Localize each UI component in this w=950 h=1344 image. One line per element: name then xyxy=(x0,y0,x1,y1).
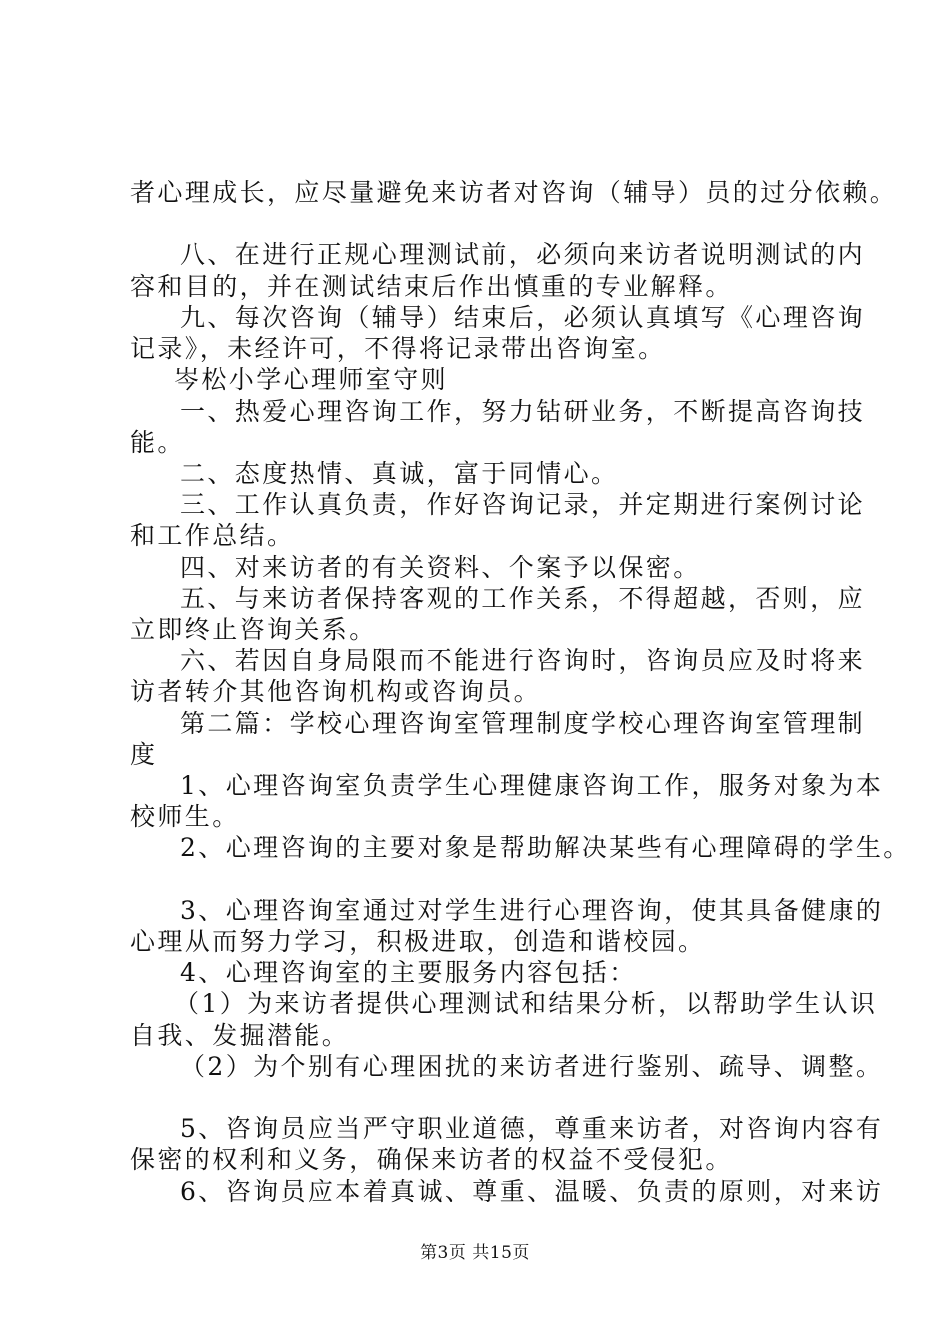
text-line: 能。 xyxy=(130,428,185,457)
text-line: （1）为来访者提供心理测试和结果分析，以帮助学生认识 xyxy=(174,989,878,1018)
text-line: 三、工作认真负责，作好咨询记录，并定期进行案例讨论 xyxy=(180,490,866,519)
section-heading: 岑松小学心理师室守则 xyxy=(174,365,449,394)
text-line: 四、对来访者的有关资料、个案予以保密。 xyxy=(180,553,701,582)
text-line: 3、心理咨询室通过对学生进行心理咨询，使其具备健康的 xyxy=(180,896,884,925)
text-line: （2）为个别有心理困扰的来访者进行鉴别、疏导、调整。 xyxy=(180,1052,884,1081)
text-line: 和工作总结。 xyxy=(130,521,295,550)
text-line: 一、热爱心理咨询工作，努力钻研业务，不断提高咨询技 xyxy=(180,397,866,426)
page-number-footer: 第3页 共15页 xyxy=(420,1243,530,1263)
text-line: 记录》，未经许可，不得将记录带出咨询室。 xyxy=(130,334,666,363)
text-line: 二、态度热情、真诚，富于同情心。 xyxy=(180,459,619,488)
text-line: 容和目的，并在测试结束后作出慎重的专业解释。 xyxy=(130,272,733,301)
text-line: 者心理成长，应尽量避免来访者对咨询（辅导）员的过分依赖。 xyxy=(130,178,898,207)
text-line: 校师生。 xyxy=(130,802,240,831)
text-line: 2、心理咨询的主要对象是帮助解决某些有心理障碍的学生。 xyxy=(180,833,911,862)
text-line: 4、心理咨询室的主要服务内容包括： xyxy=(180,958,637,987)
text-line: 度 xyxy=(130,740,158,769)
text-line: 保密的权利和义务，确保来访者的权益不受侵犯。 xyxy=(130,1145,733,1174)
text-line: 六、若因自身局限而不能进行咨询时，咨询员应及时将来 xyxy=(180,646,866,675)
text-line: 五、与来访者保持客观的工作关系，不得超越，否则，应 xyxy=(180,584,866,613)
text-line: 八、在进行正规心理测试前，必须向来访者说明测试的内 xyxy=(180,240,866,269)
text-line: 九、每次咨询（辅导）结束后，必须认真填写《心理咨询 xyxy=(180,303,866,332)
chapter-heading: 第二篇：学校心理咨询室管理制度学校心理咨询室管理制 xyxy=(180,709,866,738)
text-line: 立即终止咨询关系。 xyxy=(130,615,377,644)
text-line: 自我、发掘潜能。 xyxy=(130,1021,350,1050)
text-line: 访者转介其他咨询机构或咨询员。 xyxy=(130,677,542,706)
text-line: 6、咨询员应本着真诚、尊重、温暖、负责的原则，对来访 xyxy=(180,1177,884,1206)
text-line: 5、咨询员应当严守职业道德，尊重来访者，对咨询内容有 xyxy=(180,1114,884,1143)
text-line: 1、心理咨询室负责学生心理健康咨询工作，服务对象为本 xyxy=(180,771,884,800)
text-line: 心理从而努力学习，积极进取，创造和谐校园。 xyxy=(130,927,706,956)
